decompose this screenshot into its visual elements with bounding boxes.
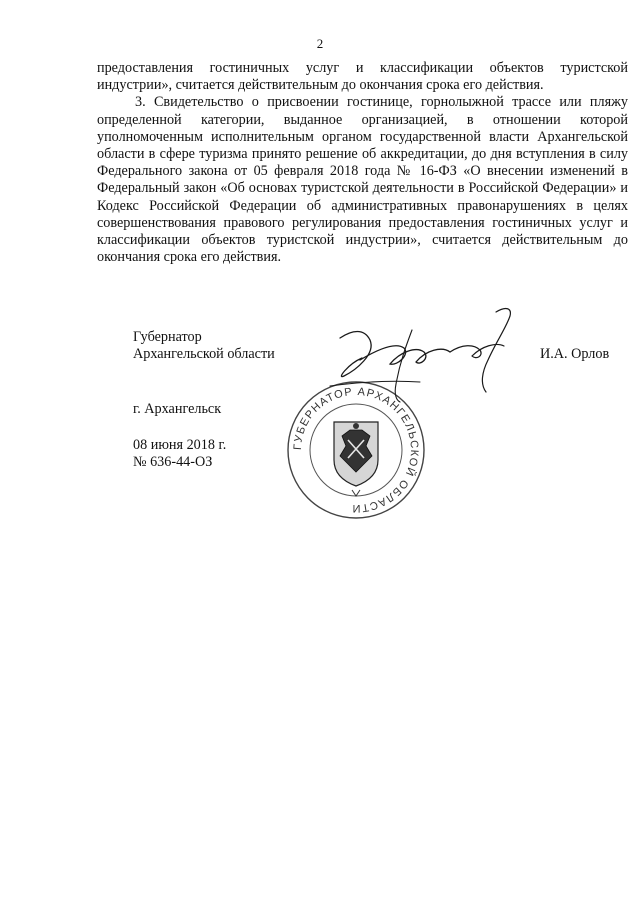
paragraph-3: 3. Свидетельство о присвоении гостинице, горнолыжной трассе или пляжу определенной категории, выданное организацией, в отношении которой уполномоченным исполнительным органом государственной власти Архангельской области в сфере туризма принято решение об аккредитации, до дня вступления в силу Федерального закона от 05 февраля 2018 года № 16-ФЗ «О внесении изменений в Федеральный закон «Об основах туристской деятельности в Российской Федерации» и Кодекс Российской Федерации об административных правонарушениях в целях совершенствования правового регулирования предоставления гостиничных услуг и классификации объектов туристской индустрии», считается действительным до окончания срока его действия. bbox=[97, 94, 628, 266]
signatory-name: И.А. Орлов bbox=[540, 346, 610, 362]
page-number: 2 bbox=[316, 36, 324, 51]
document-body bbox=[97, 60, 628, 266]
place: г. Архангельск bbox=[133, 401, 222, 417]
date: 08 июня 2018 г. bbox=[133, 437, 227, 453]
seal-text: ГУБЕРНАТОР АРХАНГЕЛЬСКОЙ ОБЛАСТИ bbox=[291, 385, 421, 515]
paragraph-continuation: предоставления гостиничных услуг и классификации объектов туристской индустрии», считается действительным до окончания срока его действия. bbox=[97, 60, 628, 94]
law-number: № 636-44-ОЗ bbox=[133, 454, 213, 470]
signatory-title-line2: Архангельской области bbox=[133, 346, 275, 362]
signatory-title-line1: Губернатор bbox=[133, 329, 202, 345]
handwritten-signature-icon bbox=[300, 300, 550, 410]
